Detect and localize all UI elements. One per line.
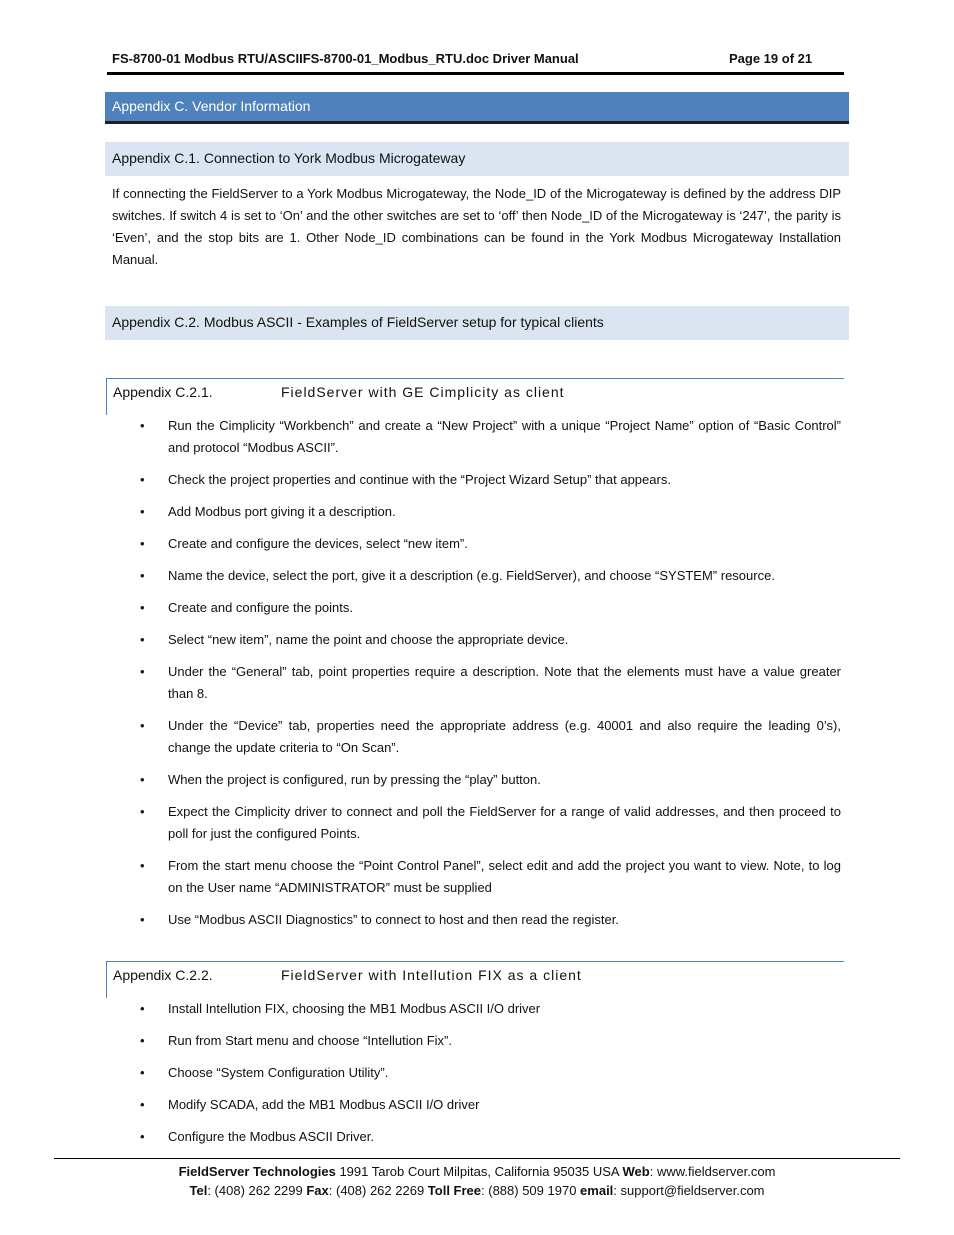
footer-fax-label: Fax [306, 1183, 329, 1198]
list-item: • Add Modbus port giving it a description. [112, 501, 841, 523]
list-item: • From the start menu choose the “Point Control Panel”, select edit and add the project you want to view. Note, to log on the User name “ADMINISTRATOR” must be supplied [112, 855, 841, 899]
section-c22-title: FieldServer with Intellution FIX as a client [281, 967, 582, 983]
list-item: • Choose “System Configuration Utility”. [112, 1062, 841, 1084]
footer-fax-value: : (408) 262 2269 [328, 1183, 428, 1198]
footer-company: FieldServer Technologies [178, 1164, 336, 1179]
footer-web-label: Web [622, 1164, 650, 1179]
appendix-c-heading [105, 92, 849, 124]
section-c21-list [112, 415, 841, 941]
document-title: FS-8700-01 Modbus RTU/ASCIIFS-8700-01_Modbus_RTU.doc Driver Manual [112, 51, 579, 66]
list-item: • Create and configure the devices, select “new item”. [112, 533, 841, 555]
list-item: • Create and configure the points. [112, 597, 841, 619]
list-item: • Expect the Cimplicity driver to connect and poll the FieldServer for a range of valid addresses, and then proceed to poll for just the configured Points. [112, 801, 841, 845]
section-c22-heading [106, 961, 844, 998]
page-number: Page 19 of 21 [729, 51, 813, 66]
list-item: • Check the project properties and continue with the “Project Wizard Setup” that appears. [112, 469, 841, 491]
footer-tel-value: : (408) 262 2299 [207, 1183, 307, 1198]
list-item: • Install Intellution FIX, choosing the MB1 Modbus ASCII I/O driver [112, 998, 841, 1020]
footer-email-link[interactable]: : support@fieldserver.com [613, 1183, 765, 1198]
section-c1-heading [105, 142, 849, 176]
section-c21-number: Appendix C.2.1. [113, 384, 213, 400]
section-c1-title: Appendix C.1. Connection to York Modbus Microgateway [112, 150, 466, 166]
footer-email-label: email [580, 1183, 614, 1198]
section-c2-heading [105, 306, 849, 340]
header-rule [107, 72, 844, 75]
footer-address: 1991 Tarob Court Milpitas, California 95035 USA [335, 1164, 623, 1179]
footer-line-2 [54, 1183, 900, 1198]
list-item: • Name the device, select the port, give it a description (e.g. FieldServer), and choose “SYSTEM” resource. [112, 565, 841, 587]
footer-line-1 [54, 1164, 900, 1179]
list-item: • Run the Cimplicity “Workbench” and create a “New Project” with a unique “Project Name” option of “Basic Control” and protocol “Modbus ASCII”. [112, 415, 841, 459]
list-item: • Modify SCADA, add the MB1 Modbus ASCII I/O driver [112, 1094, 841, 1116]
section-c2-title: Appendix C.2. Modbus ASCII - Examples of FieldServer setup for typical clients [112, 314, 604, 330]
section-c22-list [112, 998, 841, 1158]
section-c21-title: FieldServer with GE Cimplicity as client [281, 384, 565, 400]
section-c1-paragraph: If connecting the FieldServer to a York Modbus Microgateway, the Node_ID of the Microgateway is defined by the address DIP switches. If switch 4 is set to ‘On’ and the other switches are set to ‘off’ then Node_ID of the Microgateway is ‘247’, the parity is ‘Even’, and the stop bits are 1. Other Node_ID combinations can be found in the York Modbus Microgateway Installation Manual. [112, 186, 841, 267]
list-item: • Run from Start menu and choose “Intellution Fix”. [112, 1030, 841, 1052]
list-item: • Under the “General” tab, point properties require a description. Note that the elements must have a value greater than 8. [112, 661, 841, 705]
list-item: • When the project is configured, run by pressing the “play” button. [112, 769, 841, 791]
section-c21-heading [106, 378, 844, 415]
page-header [112, 50, 843, 70]
footer-tollfree-value: : (888) 509 1970 [481, 1183, 581, 1198]
list-item: • Under the “Device” tab, properties need the appropriate address (e.g. 40001 and also require the leading 0’s), change the update criteria to “On Scan”. [112, 715, 841, 759]
list-item: • Use “Modbus ASCII Diagnostics” to connect to host and then read the register. [112, 909, 841, 931]
appendix-c-title: Appendix C. Vendor Information [112, 98, 311, 114]
footer-web-link[interactable]: : www.fieldserver.com [649, 1164, 776, 1179]
list-item: • Select “new item”, name the point and choose the appropriate device. [112, 629, 841, 651]
section-c22-number: Appendix C.2.2. [113, 967, 213, 983]
footer-rule [54, 1158, 900, 1159]
list-item: • Configure the Modbus ASCII Driver. [112, 1126, 841, 1148]
footer-tollfree-label: Toll Free [427, 1183, 482, 1198]
footer-tel-label: Tel [189, 1183, 208, 1198]
